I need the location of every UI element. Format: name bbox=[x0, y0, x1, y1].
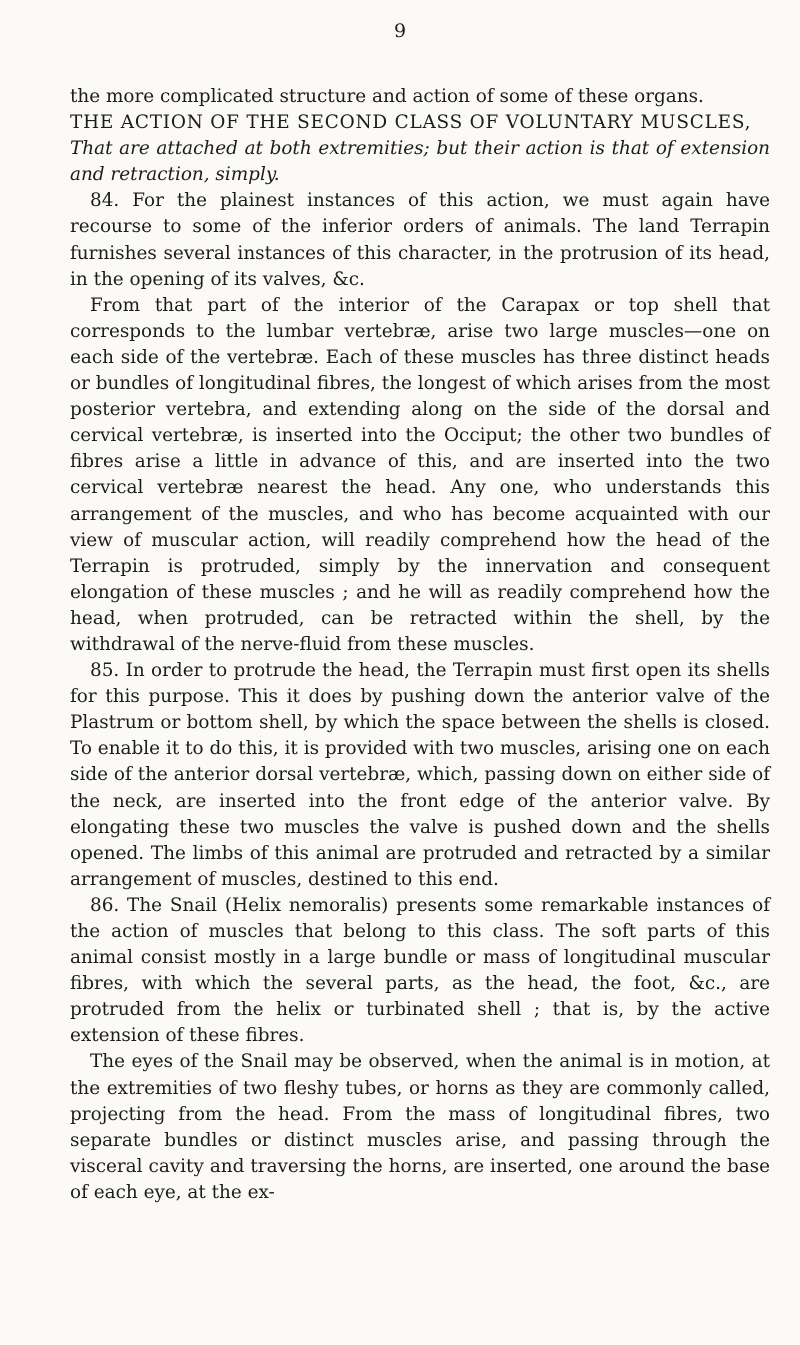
paragraph-85: 85. In order to protrude the head, the Terrapin must first open its shells for this purpose. This it does by pushing down the anterior valve of the Plastrum or bottom shell, by which the space between the shells is closed. To enable it to do this, it is provided with two muscles, arising one on each side of the anterior dorsal vertebræ, which, passing down on either side of the neck, are inserted into the front edge of the anterior valve. By elongating these two muscles the valve is pushed down and the shells opened. The limbs of this animal are protruded and retracted by a similar arrangement of muscles, destined to this end. bbox=[70, 660, 770, 890]
paragraph-86: 86. The Snail (Helix nemoralis) presents some remarkable instances of the action of muscles that belong to this class. The soft parts of this animal consist mostly in a large bundle or mass of longitudinal muscular fibres, with which the several parts, as the head, the foot, &c., are protruded from the helix or turbinated shell ; that is, by the active extension of these fibres. bbox=[70, 894, 770, 1047]
paragraph-86-continued: The eyes of the Snail may be observed, when the animal is in motion, at the extremities of two fleshy tubes, or horns as they are commonly called, projecting from the head. From the mass of longitudinal fibres, two separate bundles or distinct muscles arise, and passing through the visceral cavity and traversing the horns, are inserted, one around the base of each eye, at the ex- bbox=[70, 1051, 770, 1203]
section-subtitle: That are attached at both extremities; but their action is that of extension and retraction, simply. bbox=[70, 138, 770, 186]
page-number: 9 bbox=[393, 20, 407, 42]
paragraph-84: 84. For the plainest instances of this action, we must again have recourse to some of the inferior orders of animals. The land Terrapin furnishes several instances of this character, in the protrusion of its head, in the opening of its valves, &c. bbox=[70, 190, 770, 290]
paragraph-84-continued: From that part of the interior of the Carapax or top shell that corresponds to the lumbar vertebræ, arise two large muscles—one on each side of the vertebræ. Each of these muscles has three distinct heads or bundles of longitudinal fibres, the longest of which arises from the most posterior vertebra, and extending along on the side of the dorsal and cervical vertebræ, is inserted into the Occiput; the other two bundles of fibres arise a little in advance of this, and are inserted into the two cervical vertebræ nearest the head. Any one, who understands this arrangement of the muscles, and who has become acquainted with our view of muscular action, will readily comprehend how the head of the Terrapin is protruded, simply by the innervation and consequent elongation of these muscles ; and he will as readily comprehend how the head, when protruded, can be retracted within the shell, by the withdrawal of the nerve-fluid from these muscles. bbox=[70, 294, 770, 655]
section-heading: THE ACTION OF THE SECOND CLASS OF VOLUNTARY MUSCLES, bbox=[70, 112, 752, 134]
body-text bbox=[70, 84, 770, 1206]
opening-paragraph: the more complicated structure and action of some of these organs. bbox=[70, 86, 704, 107]
